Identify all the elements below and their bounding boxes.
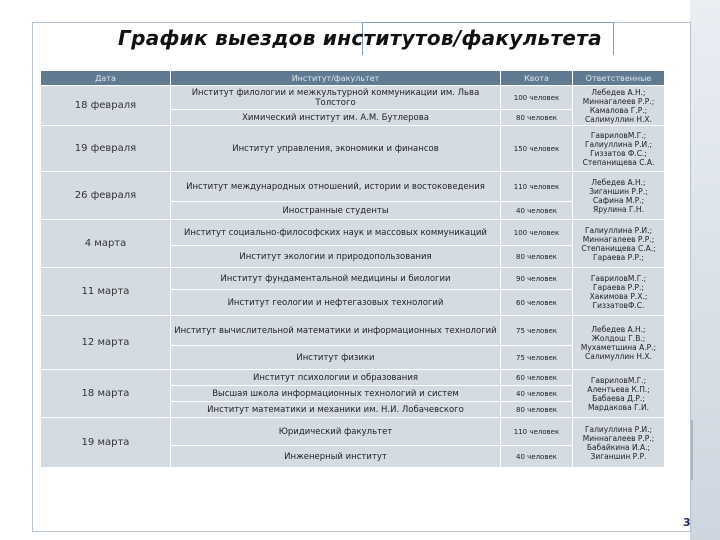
responsible-cell: ГавриловМ.Г.; Галиуллина Р.И.; Гиззатов Ф.С.; Степанищева С.А. (573, 126, 665, 172)
quota-cell: 75 человек (501, 316, 573, 346)
quota-cell: 80 человек (501, 402, 573, 418)
table-row (41, 220, 665, 246)
date-cell: 19 февраля (41, 126, 171, 172)
quota-cell: 100 человек (501, 86, 573, 110)
institute-cell: Институт психологии и образования (171, 370, 501, 386)
institute-cell: Институт международных отношений, истории и востоковедения (171, 172, 501, 202)
quota-cell: 40 человек (501, 386, 573, 402)
header-responsible: Ответственные (573, 71, 665, 86)
table-row (41, 316, 665, 346)
table-row (41, 86, 665, 110)
table-row (41, 418, 665, 446)
quota-cell: 150 человек (501, 126, 573, 172)
quota-cell: 80 человек (501, 246, 573, 268)
quota-cell: 90 человек (501, 268, 573, 290)
responsible-cell: ГавриловМ.Г.; Алентьева К.П.; Бабаева Д.Р.; Мардакова Г.И. (573, 370, 665, 418)
quota-cell: 60 человек (501, 290, 573, 316)
date-cell: 19 марта (41, 418, 171, 468)
quota-cell: 110 человек (501, 418, 573, 446)
table-header-row (41, 71, 665, 86)
responsible-cell: Лебедев А.Н.; Миннагалеев Р.Р.; Камалова Г.Р.; Салимуллин Н.Х. (573, 86, 665, 126)
responsible-cell: Галиуллина Р.И.; Миннагалеев Р.Р.; Степанищева С.А.; Гараева Р.Р.; (573, 220, 665, 268)
quota-cell: 40 человек (501, 202, 573, 220)
institute-cell: Институт геологии и нефтегазовых технологий (171, 290, 501, 316)
institute-cell: Институт экологии и природопользования (171, 246, 501, 268)
institute-cell: Институт вычислительной математики и информационных технологий (171, 316, 501, 346)
table-row (41, 370, 665, 386)
institute-cell: Инженерный институт (171, 446, 501, 468)
date-cell: 12 марта (41, 316, 171, 370)
page-title: График выездов институтов/факультета (118, 26, 602, 50)
institute-cell: Высшая школа информационных технологий и систем (171, 386, 501, 402)
quota-cell: 40 человек (501, 446, 573, 468)
institute-cell: Институт филологии и межкультурной коммуникации им. Льва Толстого (171, 86, 501, 110)
table-row (41, 172, 665, 202)
date-cell: 4 марта (41, 220, 171, 268)
institute-cell: Институт математики и механики им. Н.И. Лобачевского (171, 402, 501, 418)
side-band (690, 0, 720, 540)
date-cell: 26 февраля (41, 172, 171, 220)
institute-cell: Химический институт им. А.М. Бутлерова (171, 110, 501, 126)
responsible-cell: Лебедев А.Н.; Жолдош Г.В.; Мухаметшина А.Р.; Салимуллин Н.Х. (573, 316, 665, 370)
quota-cell: 60 человек (501, 370, 573, 386)
table-row (41, 268, 665, 290)
date-cell: 18 марта (41, 370, 171, 418)
institute-cell: Иностранные студенты (171, 202, 501, 220)
date-cell: 11 марта (41, 268, 171, 316)
quota-cell: 110 человек (501, 172, 573, 202)
header-date: Дата (41, 71, 171, 86)
responsible-cell: ГавриловМ.Г.; Гараева Р.Р.; Хакимова Р.Х.; ГиззатовФ.С. (573, 268, 665, 316)
institute-cell: Институт управления, экономики и финансов (171, 126, 501, 172)
institute-cell: Юридический факультет (171, 418, 501, 446)
institute-cell: Институт фундаментальной медицины и биологии (171, 268, 501, 290)
date-cell: 18 февраля (41, 86, 171, 126)
table-row (41, 126, 665, 172)
schedule-table (40, 70, 665, 468)
responsible-cell: Галиуллина Р.И.; Миннагалеев Р.Р.; Бабайкина И.А.; Зиганшин Р.Р. (573, 418, 665, 468)
institute-cell: Институт физики (171, 346, 501, 370)
header-quota: Квота (501, 71, 573, 86)
quota-cell: 100 человек (501, 220, 573, 246)
page-number: 3 (683, 516, 691, 529)
header-institute: Институт/факультет (171, 71, 501, 86)
quota-cell: 80 человек (501, 110, 573, 126)
quota-cell: 75 человек (501, 346, 573, 370)
institute-cell: Институт социально-философских наук и массовых коммуникаций (171, 220, 501, 246)
responsible-cell: Лебедев А.Н.; Зиганшин Р.Р.; Сафина М.Р.; Ярулина Г.Н. (573, 172, 665, 220)
